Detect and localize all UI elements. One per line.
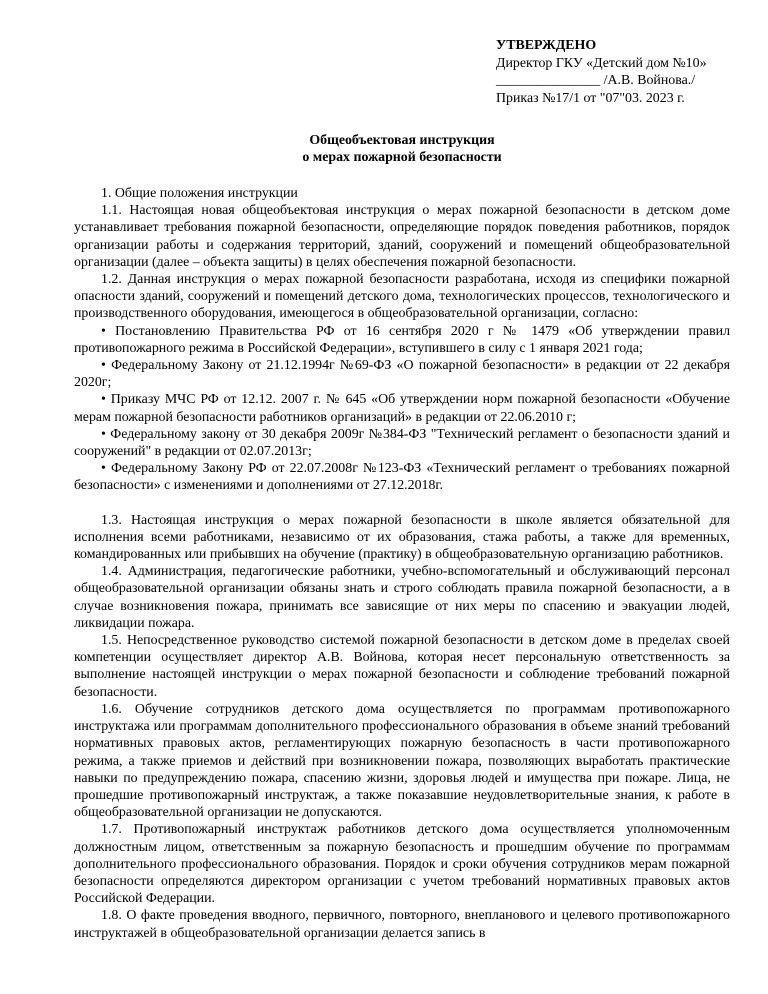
title-line-2: о мерах пожарной безопасности [302,150,502,166]
document-title [74,132,730,166]
document-body [74,185,730,942]
bullet-5: • Федеральному Закону РФ от 22.07.2008г №123-ФЗ «Технический регламент о требованиях пожарной безопасности» с изменениями и дополнениями от 27.12.2018г. [74,461,730,494]
bullet-3: • Приказу МЧС РФ от 12.12. 2007 г. № 645 «Об утверждении норм пожарной безопасности «Обучение мерам пожарной безопасности работников организаций» в редакции от 22.06.2010 г; [74,392,730,425]
paragraph-1-3: 1.3. Настоящая инструкция о мерах пожарной безопасности в школе является обязательной для исполнения всеми работниками, независимо от их образования, стажа работы, а также для временных, командированных или прибывших на обучение (практику) в общеобразовательную организацию работников. [74,512,730,563]
paragraph-1-1: 1.1. Настоящая новая общеобъектовая инструкция о мерах пожарной безопасности в детском доме устанавливает требования пожарной безопасности, определяющие порядок поведения работников, порядок организации работы и содержания территорий, зданий, сооружений и помещений общеобразовательной организации (далее – объекта защиты) в целях обеспечения пожарной безопасности. [74,203,730,270]
bullet-4: • Федеральному закону от 30 декабря 2009г №384-ФЗ "Технический регламент о безопасности зданий и сооружений" в редакции от 02.07.2013г; [74,426,730,460]
bullet-1: • Постановлению Правительства РФ от 16 сентября 2020 г № 1479 «Об утверждении правил противопожарного режима в Российской Федерации», вступившего в силу с 1 января 2021 года; [74,323,730,356]
paragraph-1-8: 1.8. О факте проведения вводного, первичного, повторного, внепланового и целевого противопожарного инструктажей в общеобразовательной организации делается запись в [74,908,730,941]
paragraph-1-2: 1.2. Данная инструкция о мерах пожарной безопасности разработана, исходя из специфики пожарной опасности зданий, сооружений и помещений детского дома, технологических процессов, технологического и производственного оборудования, имеющегося в общеобразовательной организации, согласно: [74,272,730,322]
paragraph-1-5: 1.5. Непосредственное руководство системой пожарной безопасности в детском доме в пределах своей компетенции осуществляет директор А.В. Войнова, которая несет персональную ответственность за выполнение настоящей инструкции о мерах пожарной безопасности и соблюдение требований пожарной безопасности. [74,633,730,700]
section-heading: 1. Общие положения инструкции [101,186,298,201]
paragraph-1-4: 1.4. Администрация, педагогические работники, учебно-вспомогательный и обслуживающий персонал общеобразовательной организации обязаны знать и строго соблюдать правила пожарной безопасности, а в случае возникновения пожара, принимать все зависящие от них меры по спасению и эвакуации людей, ликвидации пожара. [74,564,730,631]
paragraph-1-6: 1.6. Обучение сотрудников детского дома осуществляется по программам противопожарного инструктажа или программам дополнительного профессионального образования в объеме знаний требований нормативных правовых актов, регламентирующих пожарную безопасность в части противопожарного режима, а также приемов и действий при возникновении пожара, позволяющих выработать практические навыки по предупреждению пожара, спасению жизни, здоровья людей и имущества при пожаре. Лица, не прошедшие противопожарный инструктаж, а также показавшие неудовлетворительные знания, к работе в общеобразовательной организации не допускаются. [74,701,730,821]
title-line-1: Общеобъектовая инструкция [309,133,495,148]
approval-order: Приказ №17/1 от "07"03. 2023 г. [496,90,685,106]
approval-heading: УТВЕРЖДЕНО [496,38,597,53]
approval-director: Директор ГКУ «Детский дом №10» [496,55,707,71]
bullet-2: • Федеральному Закону от 21.12.1994г №69-ФЗ «О пожарной безопасности» в редакции от 22 декабря 2020г; [74,358,730,391]
approval-signature-line: _______________ /А.В. Войнова./ [496,73,696,89]
approval-block [496,37,756,107]
blank-line [74,495,730,512]
paragraph-1-7: 1.7. Противопожарный инструктаж работников детского дома осуществляется уполномоченным должностным лицом, ответственным за пожарную безопасность и прошедшим обучение по программам дополнительного профессионального образования. Порядок и сроки обучения сотрудников мерам пожарной безопасности определяются директором организации с учетом требований нормативных правовых актов Российской Федерации. [74,822,730,907]
